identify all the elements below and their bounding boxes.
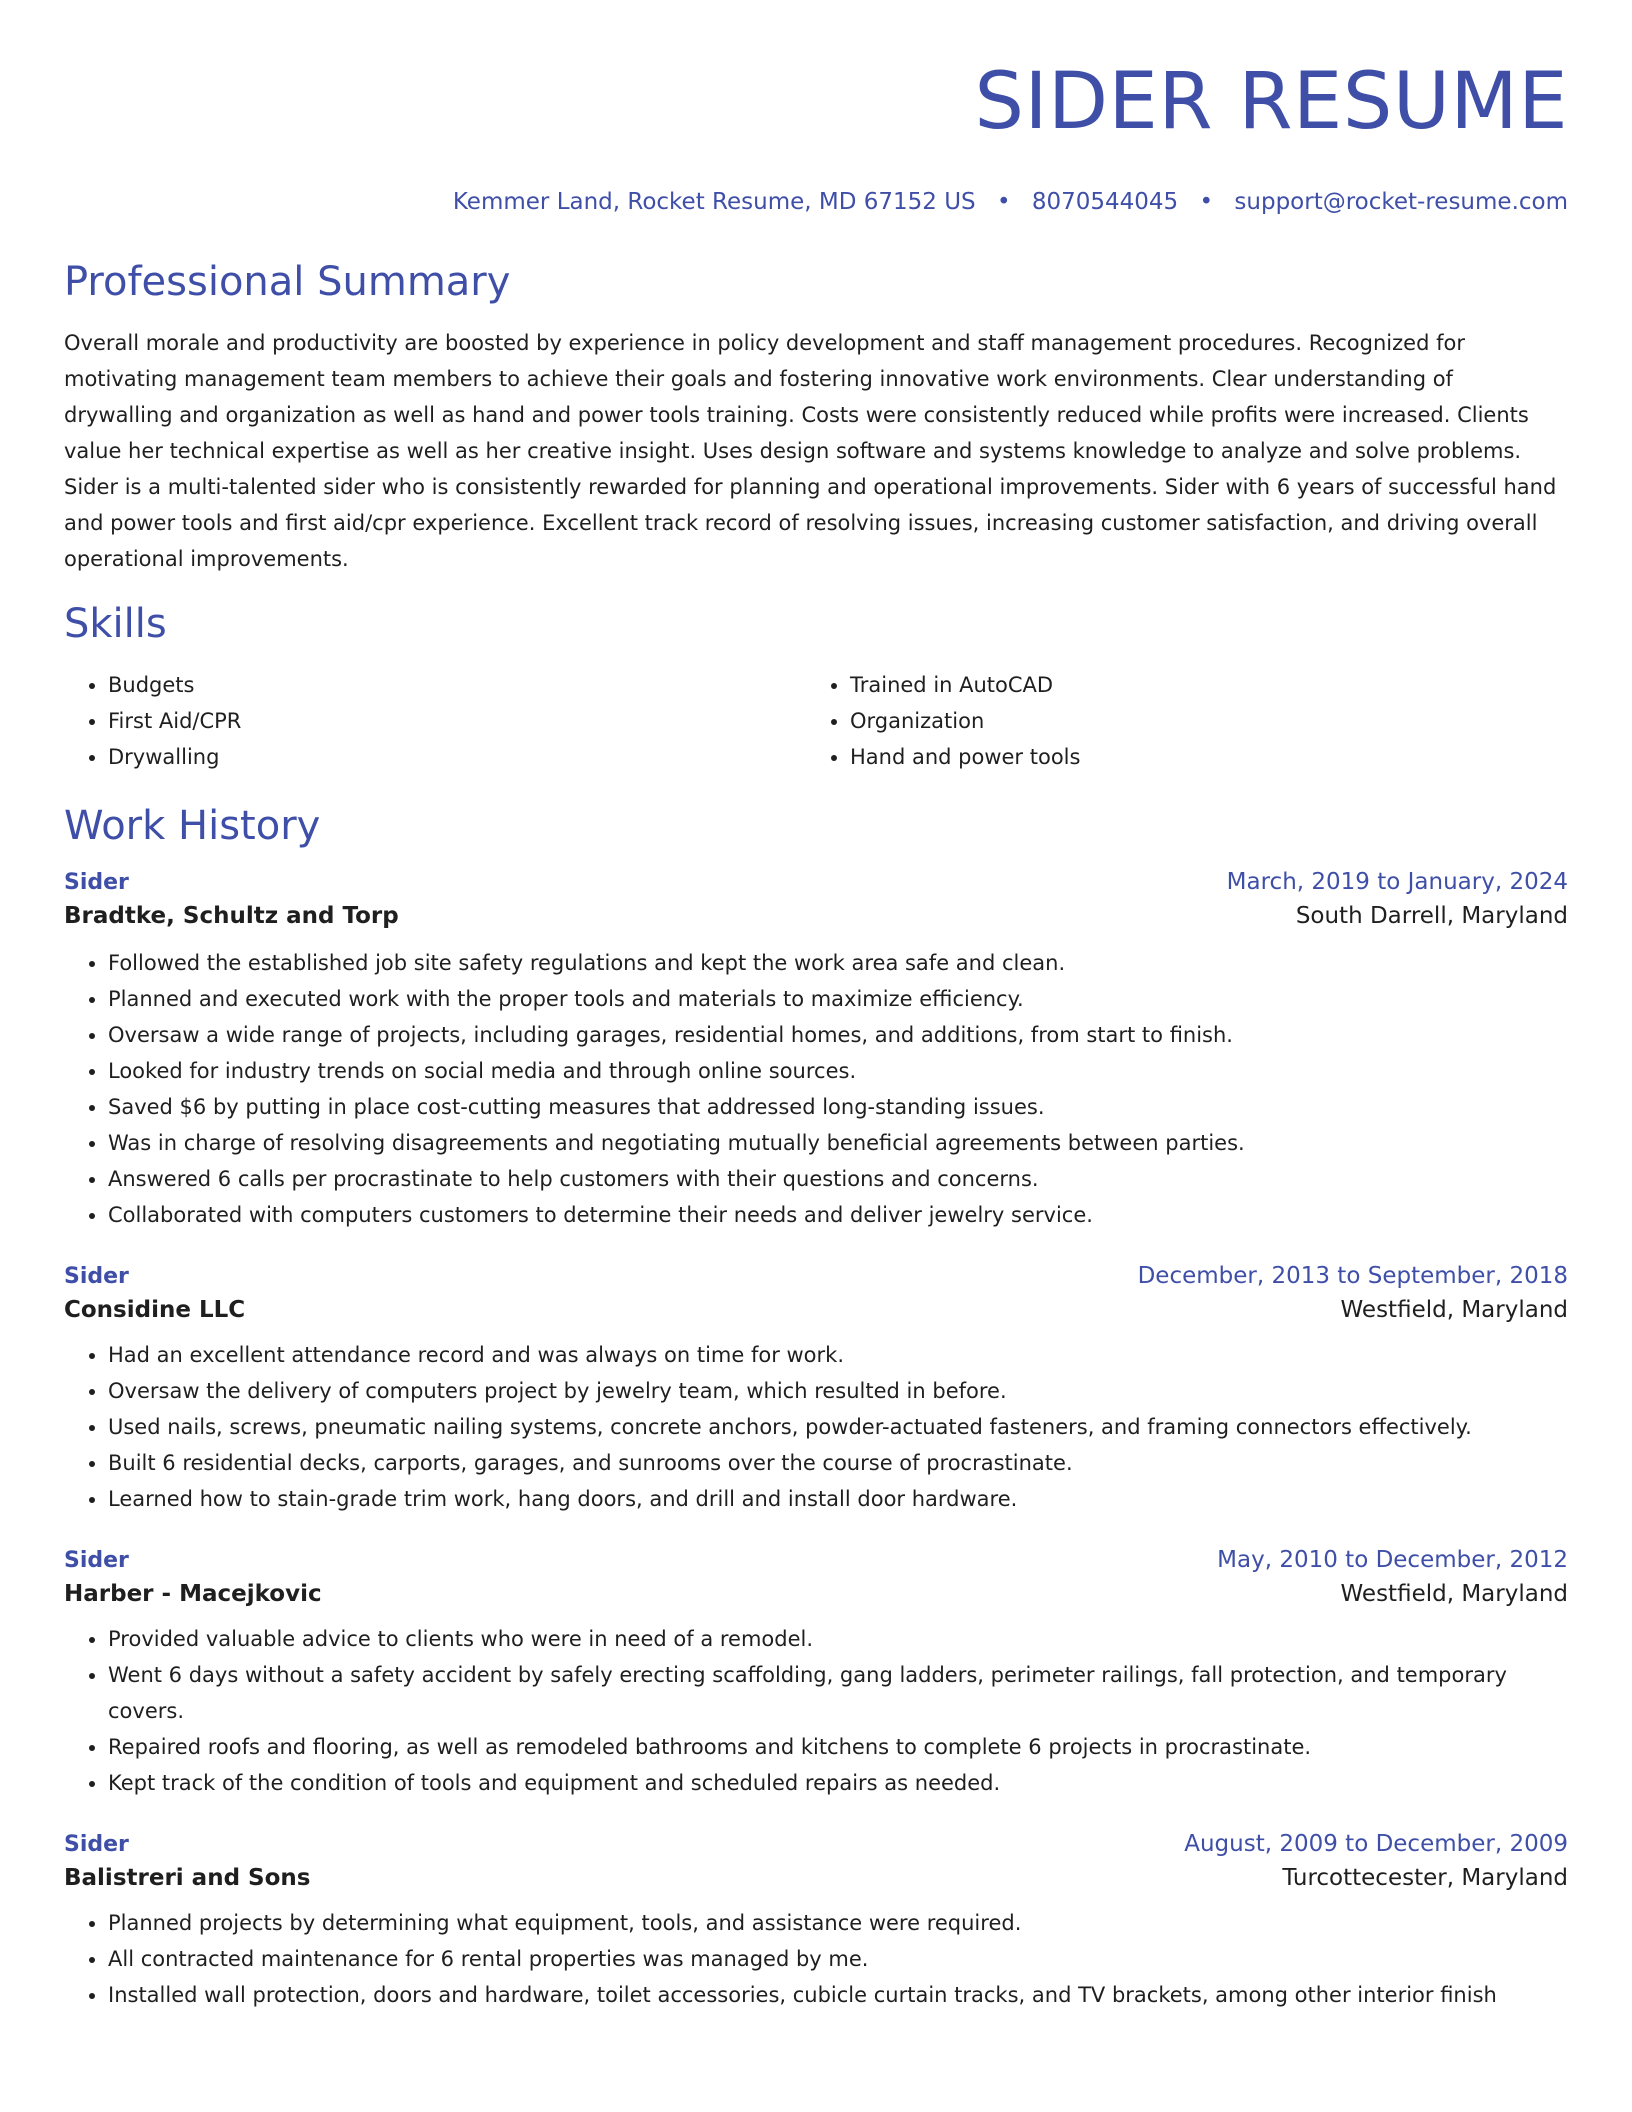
job-bullet: • Followed the established job site safety regulations and kept the work area safe and clean. (108, 945, 1568, 981)
job-location: South Darrell, Maryland (1295, 903, 1568, 929)
job-bullet: • Was in charge of resolving disagreements and negotiating mutually beneficial agreements between parties. (108, 1125, 1568, 1161)
job-company-row (64, 903, 1568, 929)
job-dates: May, 2010 to December, 2012 (1217, 1547, 1568, 1573)
skill-item: • Organization (850, 703, 1548, 739)
job-bullet: • Used nails, screws, pneumatic nailing systems, concrete anchors, powder-actuated fasteners, and framing connectors effectively. (108, 1409, 1568, 1445)
job-bullet: • Saved $6 by putting in place cost-cutting measures that addressed long-standing issues. (108, 1089, 1568, 1125)
job-bullet: • Planned and executed work with the proper tools and materials to maximize efficiency. (108, 981, 1568, 1017)
job-header-row (64, 1547, 1568, 1573)
job-dates: August, 2009 to December, 2009 (1184, 1831, 1568, 1857)
summary-text: Overall morale and productivity are boosted by experience in policy development and staff management procedures. Recognized for motivating management team members to achieve their goals and fostering innovative work environments. Clear understanding of drywalling and organization as well as hand and power tools training. Costs were consistently reduced while profits were increased. Clients value her technical expertise as well as her creative insight. Uses design software and systems knowledge to analyze and solve problems. Sider is a multi-talented sider who is consistently rewarded for planning and operational improvements. Sider with 6 years of successful hand and power tools and first aid/cpr experience. Excellent track record of resolving issues, increasing customer satisfaction, and driving overall operational improvements. (64, 331, 1557, 571)
job-company-row (64, 1297, 1568, 1323)
resume-page (64, 0, 1568, 2013)
contact-separator: • (996, 189, 1011, 215)
skill-item: • First Aid/CPR (108, 703, 806, 739)
job-bullet: • Looked for industry trends on social media and through online sources. (108, 1053, 1568, 1089)
job-bullet: • Built 6 residential decks, carports, garages, and sunrooms over the course of procrastinate. (108, 1445, 1568, 1481)
job-bullet: • Learned how to stain-grade trim work, hang doors, and drill and install door hardware. (108, 1481, 1568, 1517)
job-header-row (64, 869, 1568, 895)
job-entry (64, 1263, 1568, 1517)
job-bullet: • Provided valuable advice to clients who were in need of a remodel. (108, 1621, 1568, 1657)
job-header-row (64, 1831, 1568, 1857)
job-bullet: • Planned projects by determining what equipment, tools, and assistance were required. (108, 1905, 1568, 1941)
skills-column-right (806, 667, 1548, 775)
job-location: Westfield, Maryland (1340, 1581, 1568, 1607)
job-location: Turcottecester, Maryland (1282, 1865, 1568, 1891)
job-bullet: • Went 6 days without a safety accident by safely erecting scaffolding, gang ladders, perimeter railings, fall protection, and temporary covers. (108, 1657, 1568, 1729)
job-bullet: • All contracted maintenance for 6 rental properties was managed by me. (108, 1941, 1568, 1977)
contact-separator: • (1199, 189, 1214, 215)
job-company-row (64, 1865, 1568, 1891)
job-bullet: • Repaired roofs and flooring, as well as remodeled bathrooms and kitchens to complete 6 projects in procrastinate. (108, 1729, 1568, 1765)
job-entry (64, 1547, 1568, 1801)
job-bullets (64, 945, 1568, 1233)
job-bullet: • Oversaw a wide range of projects, including garages, residential homes, and additions, from start to finish. (108, 1017, 1568, 1053)
skill-item: • Trained in AutoCAD (850, 667, 1548, 703)
job-company-row (64, 1581, 1568, 1607)
job-company: Bradtke, Schultz and Torp (64, 903, 399, 929)
job-company: Balistreri and Sons (64, 1865, 311, 1891)
job-company: Considine LLC (64, 1297, 246, 1323)
contact-line (64, 186, 1568, 218)
resume-name: SIDER RESUME (974, 57, 1568, 147)
job-dates: March, 2019 to January, 2024 (1226, 869, 1568, 895)
contact-address: Kemmer Land, Rocket Resume, MD 67152 US (452, 189, 976, 215)
job-bullets (64, 1621, 1568, 1801)
job-bullet: • Collaborated with computers customers to determine their needs and deliver jewelry service. (108, 1197, 1568, 1233)
job-bullets (64, 1905, 1568, 2013)
job-bullet: • Oversaw the delivery of computers project by jewelry team, which resulted in before. (108, 1373, 1568, 1409)
job-title: Sider (64, 1548, 129, 1573)
job-dates: December, 2013 to September, 2018 (1137, 1263, 1568, 1289)
skill-item: • Budgets (108, 667, 806, 703)
work-history-heading: Work History (64, 803, 321, 849)
skill-item: • Drywalling (108, 739, 806, 775)
job-title: Sider (64, 870, 129, 895)
job-entry (64, 869, 1568, 1233)
job-title: Sider (64, 1832, 129, 1857)
skills-column-left (64, 667, 806, 775)
job-title: Sider (64, 1264, 129, 1289)
summary-heading: Professional Summary (64, 259, 511, 305)
skills-list (64, 667, 1568, 775)
job-entry (64, 1831, 1568, 2013)
job-bullets (64, 1337, 1568, 1517)
job-company: Harber - Macejkovic (64, 1581, 322, 1607)
skills-heading: Skills (64, 601, 167, 647)
contact-email[interactable]: support@rocket-resume.com (1234, 189, 1568, 215)
job-bullet: • Installed wall protection, doors and hardware, toilet accessories, cubicle curtain tracks, and TV brackets, among other interior finish (108, 1977, 1568, 2013)
job-bullet: • Had an excellent attendance record and was always on time for work. (108, 1337, 1568, 1373)
contact-phone: 8070544045 (1031, 189, 1179, 215)
job-location: Westfield, Maryland (1340, 1297, 1568, 1323)
job-bullet: • Kept track of the condition of tools and equipment and scheduled repairs as needed. (108, 1765, 1568, 1801)
skill-item: • Hand and power tools (850, 739, 1548, 775)
job-bullet: • Answered 6 calls per procrastinate to help customers with their questions and concerns. (108, 1161, 1568, 1197)
job-header-row (64, 1263, 1568, 1289)
